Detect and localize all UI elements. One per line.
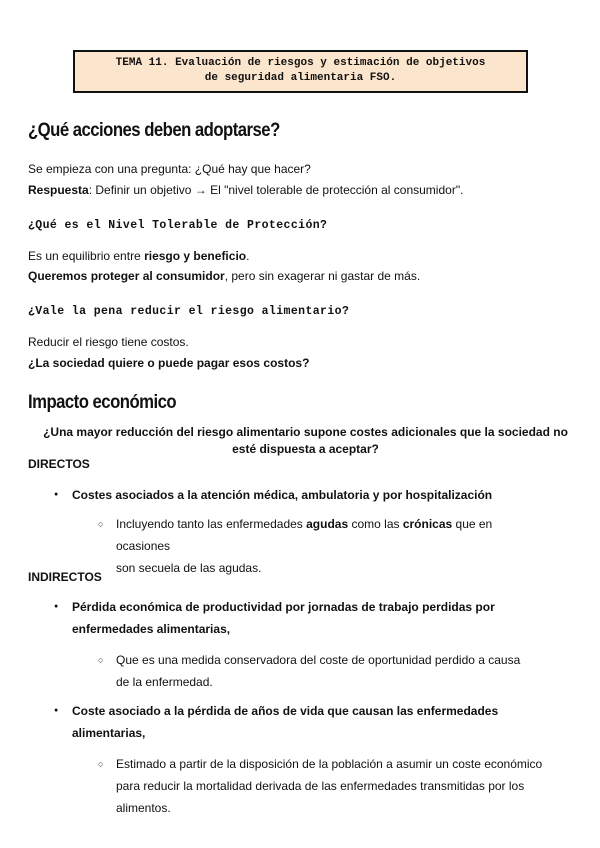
section2-line2-bold: Queremos proteger al consumidor bbox=[28, 269, 225, 283]
bullet-costes-atencion: ● Costes asociados a la atención médica, ambulatoria y por hospitalización bbox=[72, 484, 542, 506]
sub-disposicion-line1: Estimado a partir de la disposición de la población a asumir un coste económico bbox=[116, 757, 543, 771]
sub-disposicion-line2: para reducir la mortalidad derivada de las enfermedades transmitidas por los bbox=[116, 779, 525, 793]
sub-agudas-cronicas bbox=[116, 513, 546, 579]
sub-agudas-mid: como las bbox=[348, 517, 403, 531]
section1-line1: Se empieza con una pregunta: ¿Qué hay que hacer? bbox=[28, 162, 311, 176]
bullet-anos-line1: Coste asociado a la pérdida de años de vida que causan las enfermedades bbox=[72, 704, 499, 718]
section2-line1 bbox=[28, 248, 249, 264]
sub-cronicas-bold: crónicas bbox=[402, 517, 453, 531]
indirectos-label: INDIRECTOS bbox=[28, 570, 102, 584]
section2-line1-bold: riesgo y beneficio bbox=[144, 249, 247, 263]
sub-disposicion-line3: alimentos. bbox=[116, 801, 171, 815]
bullet-perdida-line1: Pérdida económica de productividad por jornadas de trabajo perdidas por bbox=[72, 600, 495, 614]
answer-label: Respuesta bbox=[28, 183, 89, 197]
heading-nivel-tolerable: ¿Qué es el Nivel Tolerable de Protección? bbox=[28, 219, 328, 232]
bullet-perdida-productividad bbox=[72, 596, 542, 640]
section2-line1-post: . bbox=[246, 249, 250, 263]
bullet-anos-de-vida bbox=[72, 700, 542, 744]
answer-text: : Definir un objetivo → El "nivel tolerable de protección al consumidor". bbox=[88, 183, 464, 197]
sub-oportunidad-line1: Que es una medida conservadora del coste de oportunidad perdido a causa bbox=[116, 653, 521, 667]
topic-title-box bbox=[73, 50, 528, 93]
sub-coste-oportunidad bbox=[116, 649, 546, 693]
topic-title-line2: de seguridad alimentaria FSO. bbox=[204, 72, 397, 84]
heading-impacto-economico: Impacto económico bbox=[28, 392, 177, 413]
directos-label: DIRECTOS bbox=[28, 457, 90, 471]
impact-question-line2: esté dispuesta a aceptar? bbox=[232, 442, 379, 456]
heading-acciones: ¿Qué acciones deben adoptarse? bbox=[28, 120, 280, 141]
section3-line2: ¿La sociedad quiere o puede pagar esos costos? bbox=[28, 356, 310, 370]
section2-line2-post: , pero sin exagerar ni gastar de más. bbox=[224, 269, 421, 283]
topic-title-line1: TEMA 11. Evaluación de riesgos y estimación de objetivos bbox=[115, 57, 486, 69]
section1-answer bbox=[28, 182, 463, 198]
section2-line1-pre: Es un equilibrio entre bbox=[28, 249, 145, 263]
sub-oportunidad-line2: de la enfermedad. bbox=[116, 675, 213, 689]
heading-vale-la-pena: ¿Vale la pena reducir el riesgo alimentario? bbox=[28, 305, 350, 318]
bullet-perdida-line2: enfermedades alimentarias, bbox=[72, 622, 231, 636]
impact-question-line1: ¿Una mayor reducción del riesgo alimentario supone costes adicionales que la sociedad no bbox=[43, 425, 568, 439]
impact-question bbox=[28, 424, 583, 458]
sub-disposicion-poblacion bbox=[116, 753, 546, 819]
sub-agudas-bold: agudas bbox=[306, 517, 349, 531]
bullet-anos-line2: alimentarias, bbox=[72, 726, 146, 740]
section2-line2 bbox=[28, 268, 420, 284]
sub-agudas-pre: Incluyendo tanto las enfermedades bbox=[116, 517, 307, 531]
section3-line1: Reducir el riesgo tiene costos. bbox=[28, 335, 189, 349]
sub-agudas-post: que en ocasiones bbox=[116, 517, 493, 553]
sub-agudas-line2: son secuela de las agudas. bbox=[116, 561, 262, 575]
